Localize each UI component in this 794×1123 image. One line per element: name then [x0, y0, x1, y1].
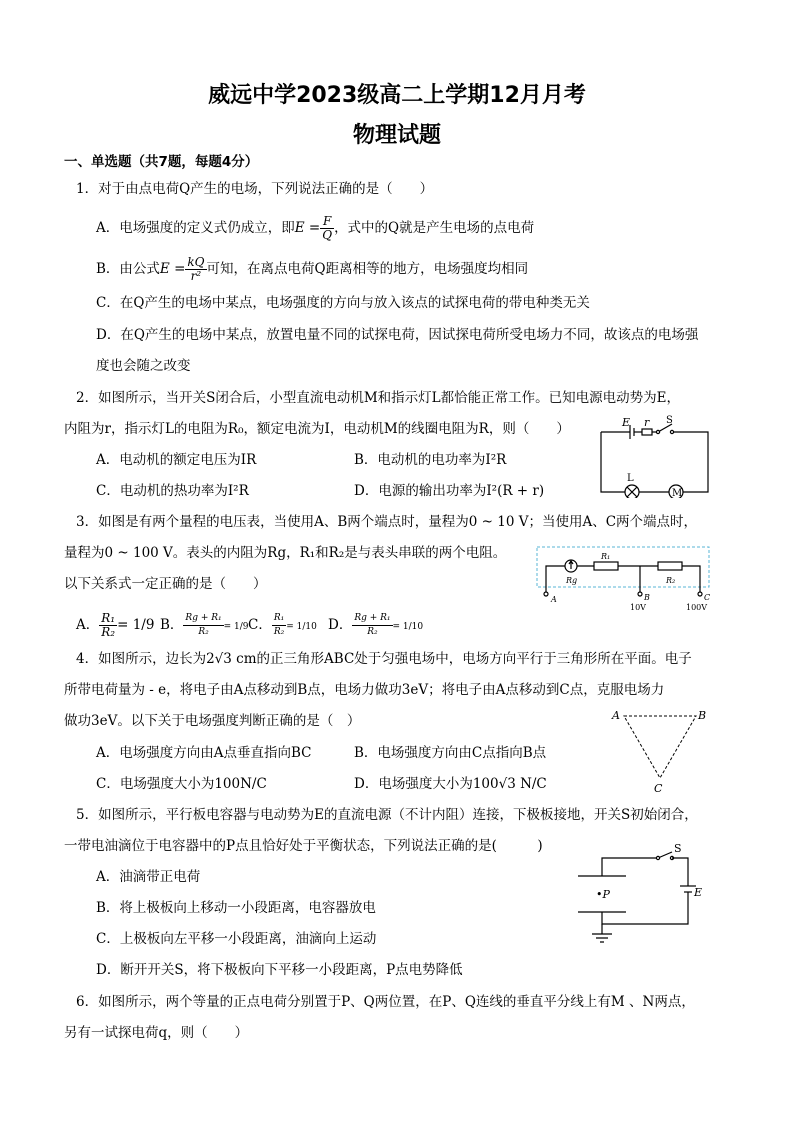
q5-option-a: A．油滴带正电荷	[96, 869, 201, 885]
q2-line2: 内阻为r，指示灯L的电阻为R₀，额定电流为I，电动机M的线圈电阻为R，则（ ）	[64, 421, 570, 437]
q2-circuit-diagram	[596, 414, 714, 498]
q3-option-a: A． $\frac{\text{R₁}}{\text{R₂}}$ = 1/9	[76, 611, 155, 639]
q6-line2: 另有一试探电荷q，则（ ）	[64, 1025, 249, 1041]
q3-line1: 3．如图是有两个量程的电压表，当使用A、B两个端点时，量程为0 ~ 10 V；当使用A、C两个端点时，	[76, 514, 698, 530]
q3-option-d: D． $\frac{\text{Rg + R₁}}{\text{R₂}}$ = 1/10	[328, 613, 424, 637]
q2-fig-label-r: r	[644, 416, 650, 429]
q3-fig-label-r1: R₁	[601, 552, 611, 561]
q4-option-a: A．电场强度方向由A点垂直指向BC	[96, 745, 312, 761]
q3-line3: 以下关系式一定正确的是（ ）	[64, 576, 267, 592]
q5-fig-label-s: S	[674, 842, 682, 855]
q2-fig-label-m: M	[672, 488, 683, 498]
q1-stem: 1．对于由点电荷Q产生的电场，下列说法正确的是（ ）	[76, 181, 434, 197]
q4-line3: 做功3eV。以下关于电场强度判断正确的是（ ）	[64, 713, 361, 729]
q1-option-a: A．电场强度的定义式仍成立，即E = $\frac{F}{Q}$ ，式中的Q就是产生电场的点电荷	[96, 214, 535, 242]
q1-option-d-line1: D．在Q产生的电场中某点，放置电量不同的试探电荷，因试探电荷所受电场力不同，故该点的电场强	[96, 327, 699, 343]
q2-option-a: A．电动机的额定电压为IR	[96, 452, 257, 468]
q2-option-c: C．电动机的热功率为I²R	[96, 483, 249, 499]
q4-option-c: C．电场强度大小为100N/C	[96, 776, 267, 792]
q4-line1: 4．如图所示，边长为2√3 cm的正三角形ABC处于匀强电场中，电场方向平行于三角形所在平面。电子	[76, 651, 692, 667]
q4-line2: 所带电荷量为 - e，将电子由A点移动到B点，电场力做功3eV；将电子由A点移动到C点，克服电场力	[64, 682, 665, 698]
q4-option-d: D．电场强度大小为100√3 N/C	[354, 776, 547, 792]
q6-line1: 6．如图所示，两个等量的正点电荷分别置于P、Q两位置，在P、Q连线的垂直平分线上有M 、N两点，	[76, 994, 695, 1010]
q5-fig-label-e: E	[694, 886, 703, 899]
q2-option-b: B．电动机的电功率为I²R	[354, 452, 507, 468]
q5-line2: 一带电油滴位于电容器中的P点且恰好处于平衡状态，下列说法正确的是( )	[64, 838, 543, 854]
q1-option-d-line2: 度也会随之改变	[96, 358, 191, 374]
q3-fig-label-a: A	[551, 595, 557, 604]
q3-voltmeter-diagram	[536, 546, 712, 612]
q2-fig-label-l: L	[627, 473, 634, 484]
q1-option-c: C．在Q产生的电场中某点，电场强度的方向与放入该点的试探电荷的带电种类无关	[96, 295, 590, 311]
q3-fig-label-r2: R₂	[666, 576, 676, 585]
q2-fig-label-s: S	[666, 415, 673, 426]
q1-option-b: B．由公式E = $\frac{kQ}{\text{r²}}$ 可知，在离点电荷Q距离相等的地方，电场强度均相同	[96, 255, 529, 283]
q5-fig-label-p: •P	[596, 888, 610, 901]
q3-option-b: B． $\frac{\text{Rg + R₁}}{\text{R₂}}$ = 1/9	[160, 613, 249, 637]
q2-line1: 2．如图所示，当开关S闭合后，小型直流电动机M和指示灯L都恰能正常工作。已知电源电动势为E，	[76, 390, 680, 406]
q2-fig-label-e: E	[622, 416, 631, 429]
q4-fig-label-a: A	[612, 709, 620, 722]
q5-option-d: D．断开开关S，将下极板向下平移一小段距离，P点电势降低	[96, 962, 463, 978]
section-heading: 一、单选题（共7题，每题4分）	[64, 154, 259, 170]
q4-option-b: B．电场强度方向由C点指向B点	[354, 745, 547, 761]
q3-fig-label-100v: 100V	[686, 603, 708, 612]
q5-option-c: C．上极板向左平移一小段距离，油滴向上运动	[96, 931, 377, 947]
q3-fig-label-rg: Rg	[566, 576, 578, 585]
q3-option-c: C． $\frac{\text{R₁}}{\text{R₂}}$ = 1/10	[248, 613, 317, 637]
q5-line1: 5．如图所示，平行板电容器与电动势为E的直流电源（不计内阻）连接，下极板接地，开关S初始闭合，	[76, 807, 698, 823]
q3-fig-label-b: B	[644, 593, 650, 602]
exam-title: 威远中学2023级高二上学期12月月考	[208, 83, 586, 108]
q5-capacitor-diagram	[574, 838, 714, 948]
q5-option-b: B．将上极板向上移动一小段距离，电容器放电	[96, 900, 376, 916]
q2-option-d: D．电源的输出功率为I²(R + r)	[354, 483, 545, 499]
q3-fig-label-10v: 10V	[630, 603, 646, 612]
q4-triangle-diagram	[610, 704, 714, 796]
q4-fig-label-b: B	[698, 709, 707, 722]
q3-fig-label-c: C	[704, 593, 711, 602]
q4-fig-label-c: C	[654, 782, 663, 795]
q3-line2: 量程为0 ~ 100 V。表头的内阻为Rg，R₁和R₂是与表头串联的两个电阻。	[64, 545, 507, 561]
exam-subtitle: 物理试题	[352, 123, 441, 148]
